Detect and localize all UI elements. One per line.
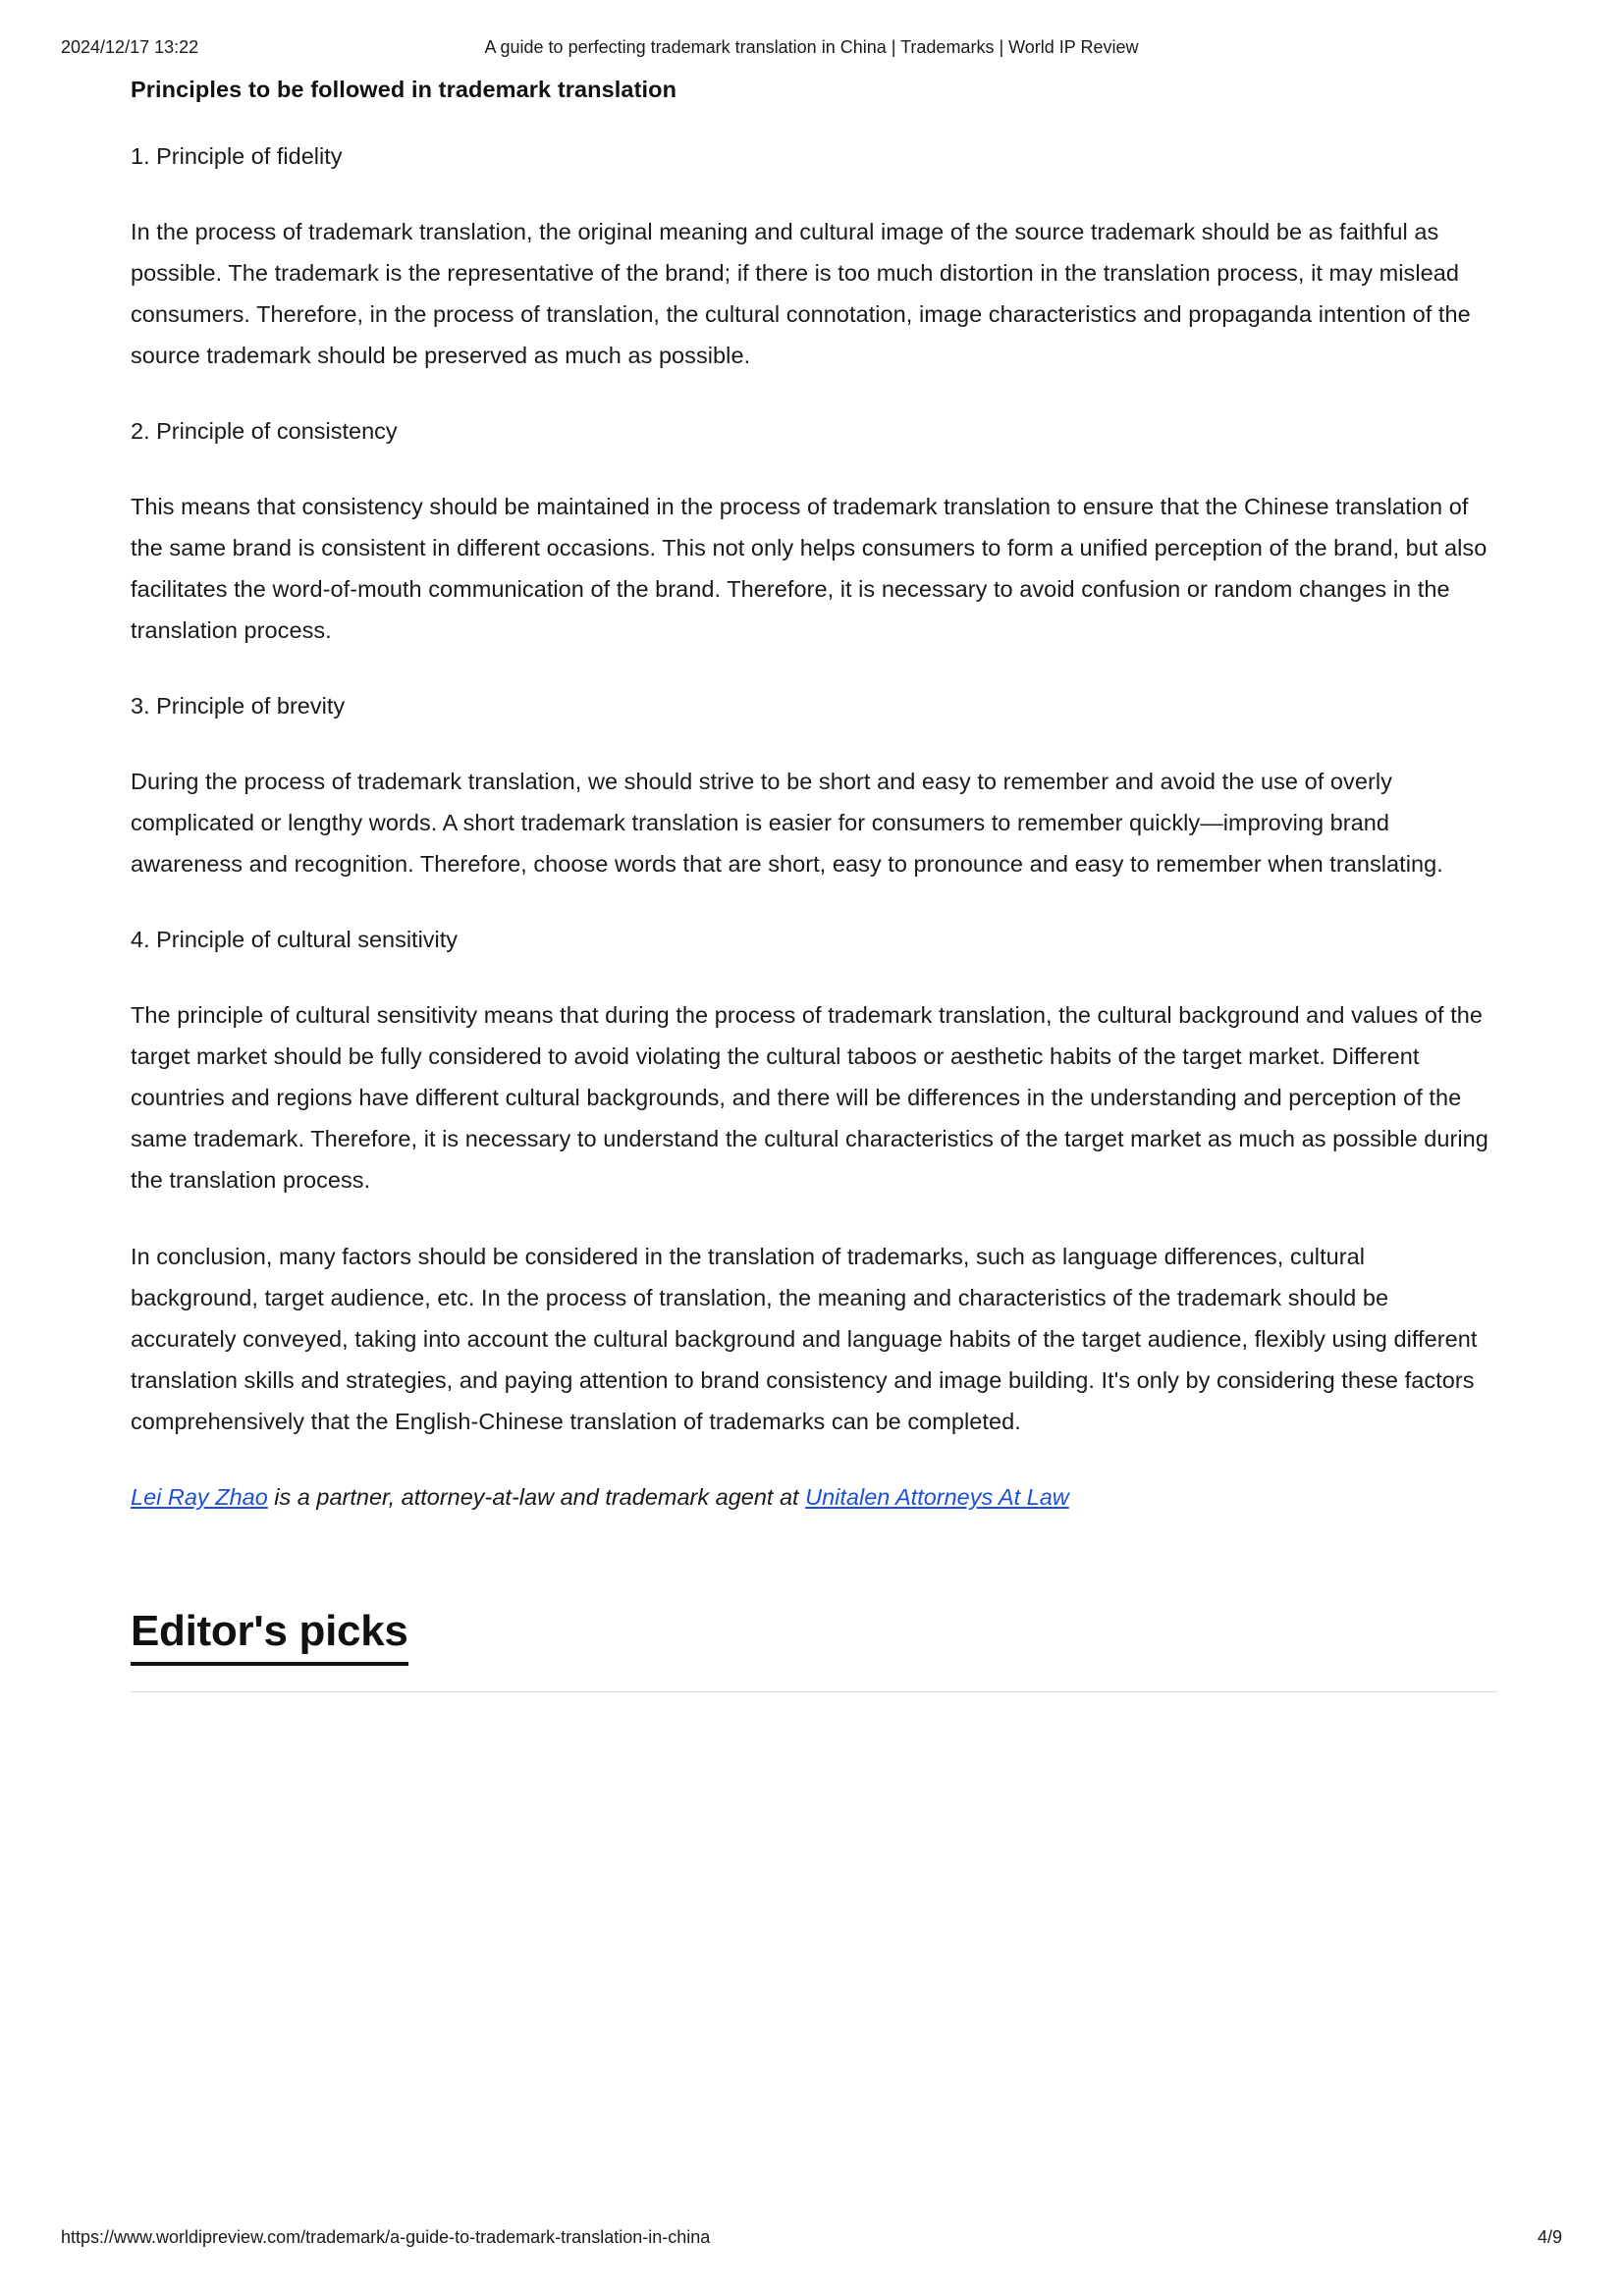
article-content (131, 77, 1497, 1700)
principle-heading-1: 1. Principle of fidelity (131, 143, 343, 169)
page-header (0, 37, 1623, 61)
author-link[interactable]: Lei Ray Zhao (131, 1484, 268, 1510)
law-firm-link[interactable]: Unitalen Attorneys At Law (805, 1484, 1069, 1510)
conclusion-paragraph: In conclusion, many factors should be considered in the translation of trademarks, such as language differences, cultural background, target audience, etc. In the process of translation, the meaning and characteristics of the trademark should be accurately conveyed, taking into account the cultural background and language habits of the target audience, flexibly using different translation skills and strategies, and paying attention to brand consistency and image building. It's only by considering these factors comprehensively that the English-Chinese translation of trademarks can be completed. (131, 1244, 1478, 1434)
page-footer (0, 2227, 1623, 2251)
footer-url: https://www.worldipreview.com/trademark/a-guide-to-trademark-translation-in-china (61, 2227, 711, 2247)
header-title: A guide to perfecting trademark translation in China | Trademarks | World IP Review (484, 37, 1139, 57)
principle-body-3: During the process of trademark translation, we should strive to be short and easy to remember and avoid the use of overly complicated or lengthy words. A short trademark translation is easier for consumers to remember quickly—improving brand awareness and recognition. Therefore, choose words that are short, easy to pronounce and easy to remember when translating. (131, 769, 1443, 877)
principle-body-4: The principle of cultural sensitivity means that during the process of trademark translation, the cultural background and values of the target market should be fully considered to avoid violating the cultural taboos or aesthetic habits of the target market. Different countries and regions have different cultural backgrounds, and there will be differences in the understanding and perception of the same trademark. Therefore, it is necessary to understand the cultural characteristics of the target market as much as possible during the translation process. (131, 1002, 1488, 1193)
editors-picks-divider (131, 1691, 1497, 1692)
principle-body-2: This means that consistency should be maintained in the process of trademark translation to ensure that the Chinese translation of the same brand is consistent in different occasions. This not only helps consumers to form a unified perception of the brand, but also facilitates the word-of-mouth communication of the brand. Therefore, it is necessary to avoid confusion or random changes in the translation process. (131, 494, 1488, 643)
principle-body-1: In the process of trademark translation, the original meaning and cultural image of the source trademark should be as faithful as possible. The trademark is the representative of the brand; if there is too much distortion in the translation process, it may mislead consumers. Therefore, in the process of translation, the cultural connotation, image characteristics and propaganda intention of the source trademark should be preserved as much as possible. (131, 219, 1471, 368)
editors-picks-title: Editor's picks (131, 1607, 408, 1666)
principle-heading-2: 2. Principle of consistency (131, 418, 398, 444)
author-byline (131, 1477, 1497, 1517)
section-title: Principles to be followed in trademark translation (131, 77, 677, 102)
editors-picks-section (131, 1607, 1497, 1692)
principle-heading-3: 3. Principle of brevity (131, 693, 346, 719)
principle-heading-4: 4. Principle of cultural sensitivity (131, 927, 459, 952)
header-date: 2024/12/17 13:22 (61, 37, 199, 57)
footer-page-number: 4/9 (1537, 2227, 1562, 2247)
byline-middle-text: is a partner, attorney-at-law and trademark agent at (267, 1484, 806, 1510)
